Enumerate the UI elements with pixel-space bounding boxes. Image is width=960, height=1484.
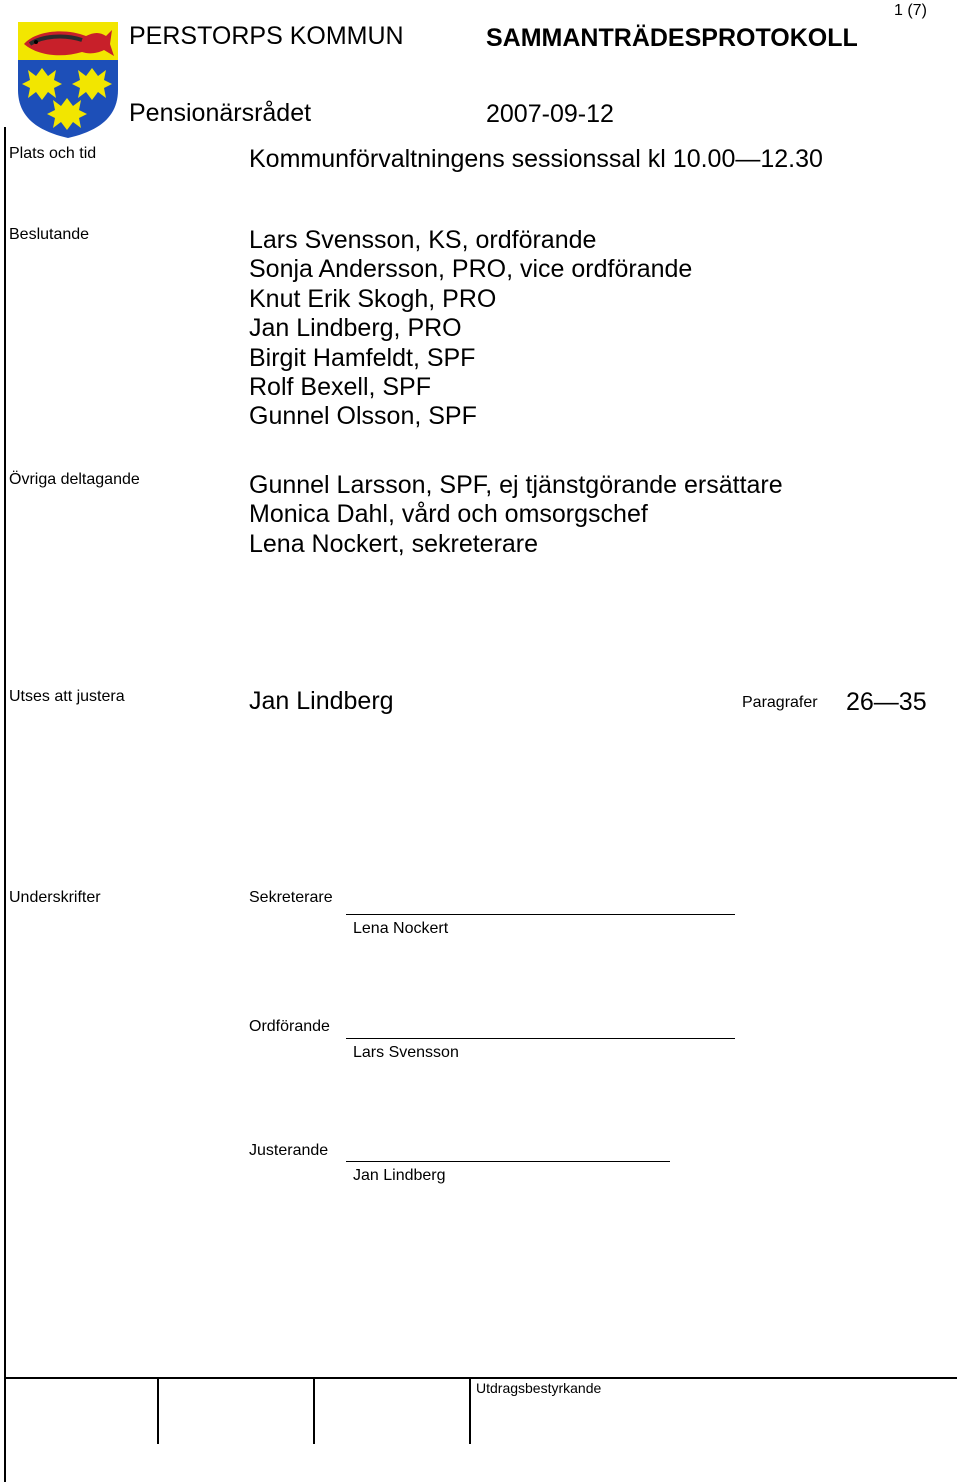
signature-line xyxy=(346,1161,670,1162)
document-type: SAMMANTRÄDESPROTOKOLL xyxy=(486,24,858,52)
signature-name-chair: Lars Svensson xyxy=(353,1044,459,1061)
signature-name-secretary: Lena Nockert xyxy=(353,920,449,937)
location-label: Plats och tid xyxy=(9,145,97,162)
decision-makers-label: Beslutande xyxy=(9,226,90,243)
list-item: Lars Svensson, KS, ordförande xyxy=(249,226,597,254)
coat-of-arms-logo xyxy=(16,20,120,140)
extract-certification-label: Utdragsbestyrkande xyxy=(476,1380,602,1396)
adjuster-label: Utses att justera xyxy=(9,688,125,705)
municipality-name: PERSTORPS KOMMUN xyxy=(129,22,404,50)
footer-cell-divider xyxy=(157,1378,159,1444)
signatures-label: Underskrifter xyxy=(9,889,101,906)
signature-line xyxy=(346,1038,735,1039)
footer-cell-divider xyxy=(313,1378,315,1444)
signature-name-adjuster: Jan Lindberg xyxy=(353,1167,446,1184)
footer-top-border xyxy=(4,1377,957,1379)
list-item: Gunnel Olsson, SPF xyxy=(249,402,477,431)
list-item: Knut Erik Skogh, PRO xyxy=(249,284,497,313)
list-item: Sonja Andersson, PRO, vice ordförande xyxy=(249,255,693,284)
decision-makers-list xyxy=(249,226,692,432)
paragraphs-label: Paragrafer xyxy=(742,694,818,711)
signature-role-adjuster: Justerande xyxy=(249,1142,329,1159)
other-participants-list xyxy=(249,471,783,559)
adjuster-name: Jan Lindberg xyxy=(249,687,394,715)
list-item: Lena Nockert, sekreterare xyxy=(249,529,539,558)
list-item: Jan Lindberg, PRO xyxy=(249,314,462,343)
signature-role-secretary: Sekreterare xyxy=(249,889,333,906)
page-number: 1 (7) xyxy=(894,2,927,19)
location-value: Kommunförvaltningens sessionssal kl 10.00—12.30 xyxy=(249,145,823,173)
list-item: Gunnel Larsson, SPF, ej tjänstgörande ersättare xyxy=(249,471,783,499)
left-border xyxy=(4,127,6,1482)
other-participants-label: Övriga deltagande xyxy=(9,471,140,488)
list-item: Rolf Bexell, SPF xyxy=(249,373,432,402)
list-item: Birgit Hamfeldt, SPF xyxy=(249,343,476,372)
meeting-date: 2007-09-12 xyxy=(486,100,614,128)
signature-role-chair: Ordförande xyxy=(249,1018,330,1035)
footer-cell-divider xyxy=(469,1378,471,1444)
paragraphs-value: 26—35 xyxy=(846,688,927,716)
list-item: Monica Dahl, vård och omsorgschef xyxy=(249,500,648,529)
signature-line xyxy=(346,914,735,915)
council-name: Pensionärsrådet xyxy=(129,99,312,127)
